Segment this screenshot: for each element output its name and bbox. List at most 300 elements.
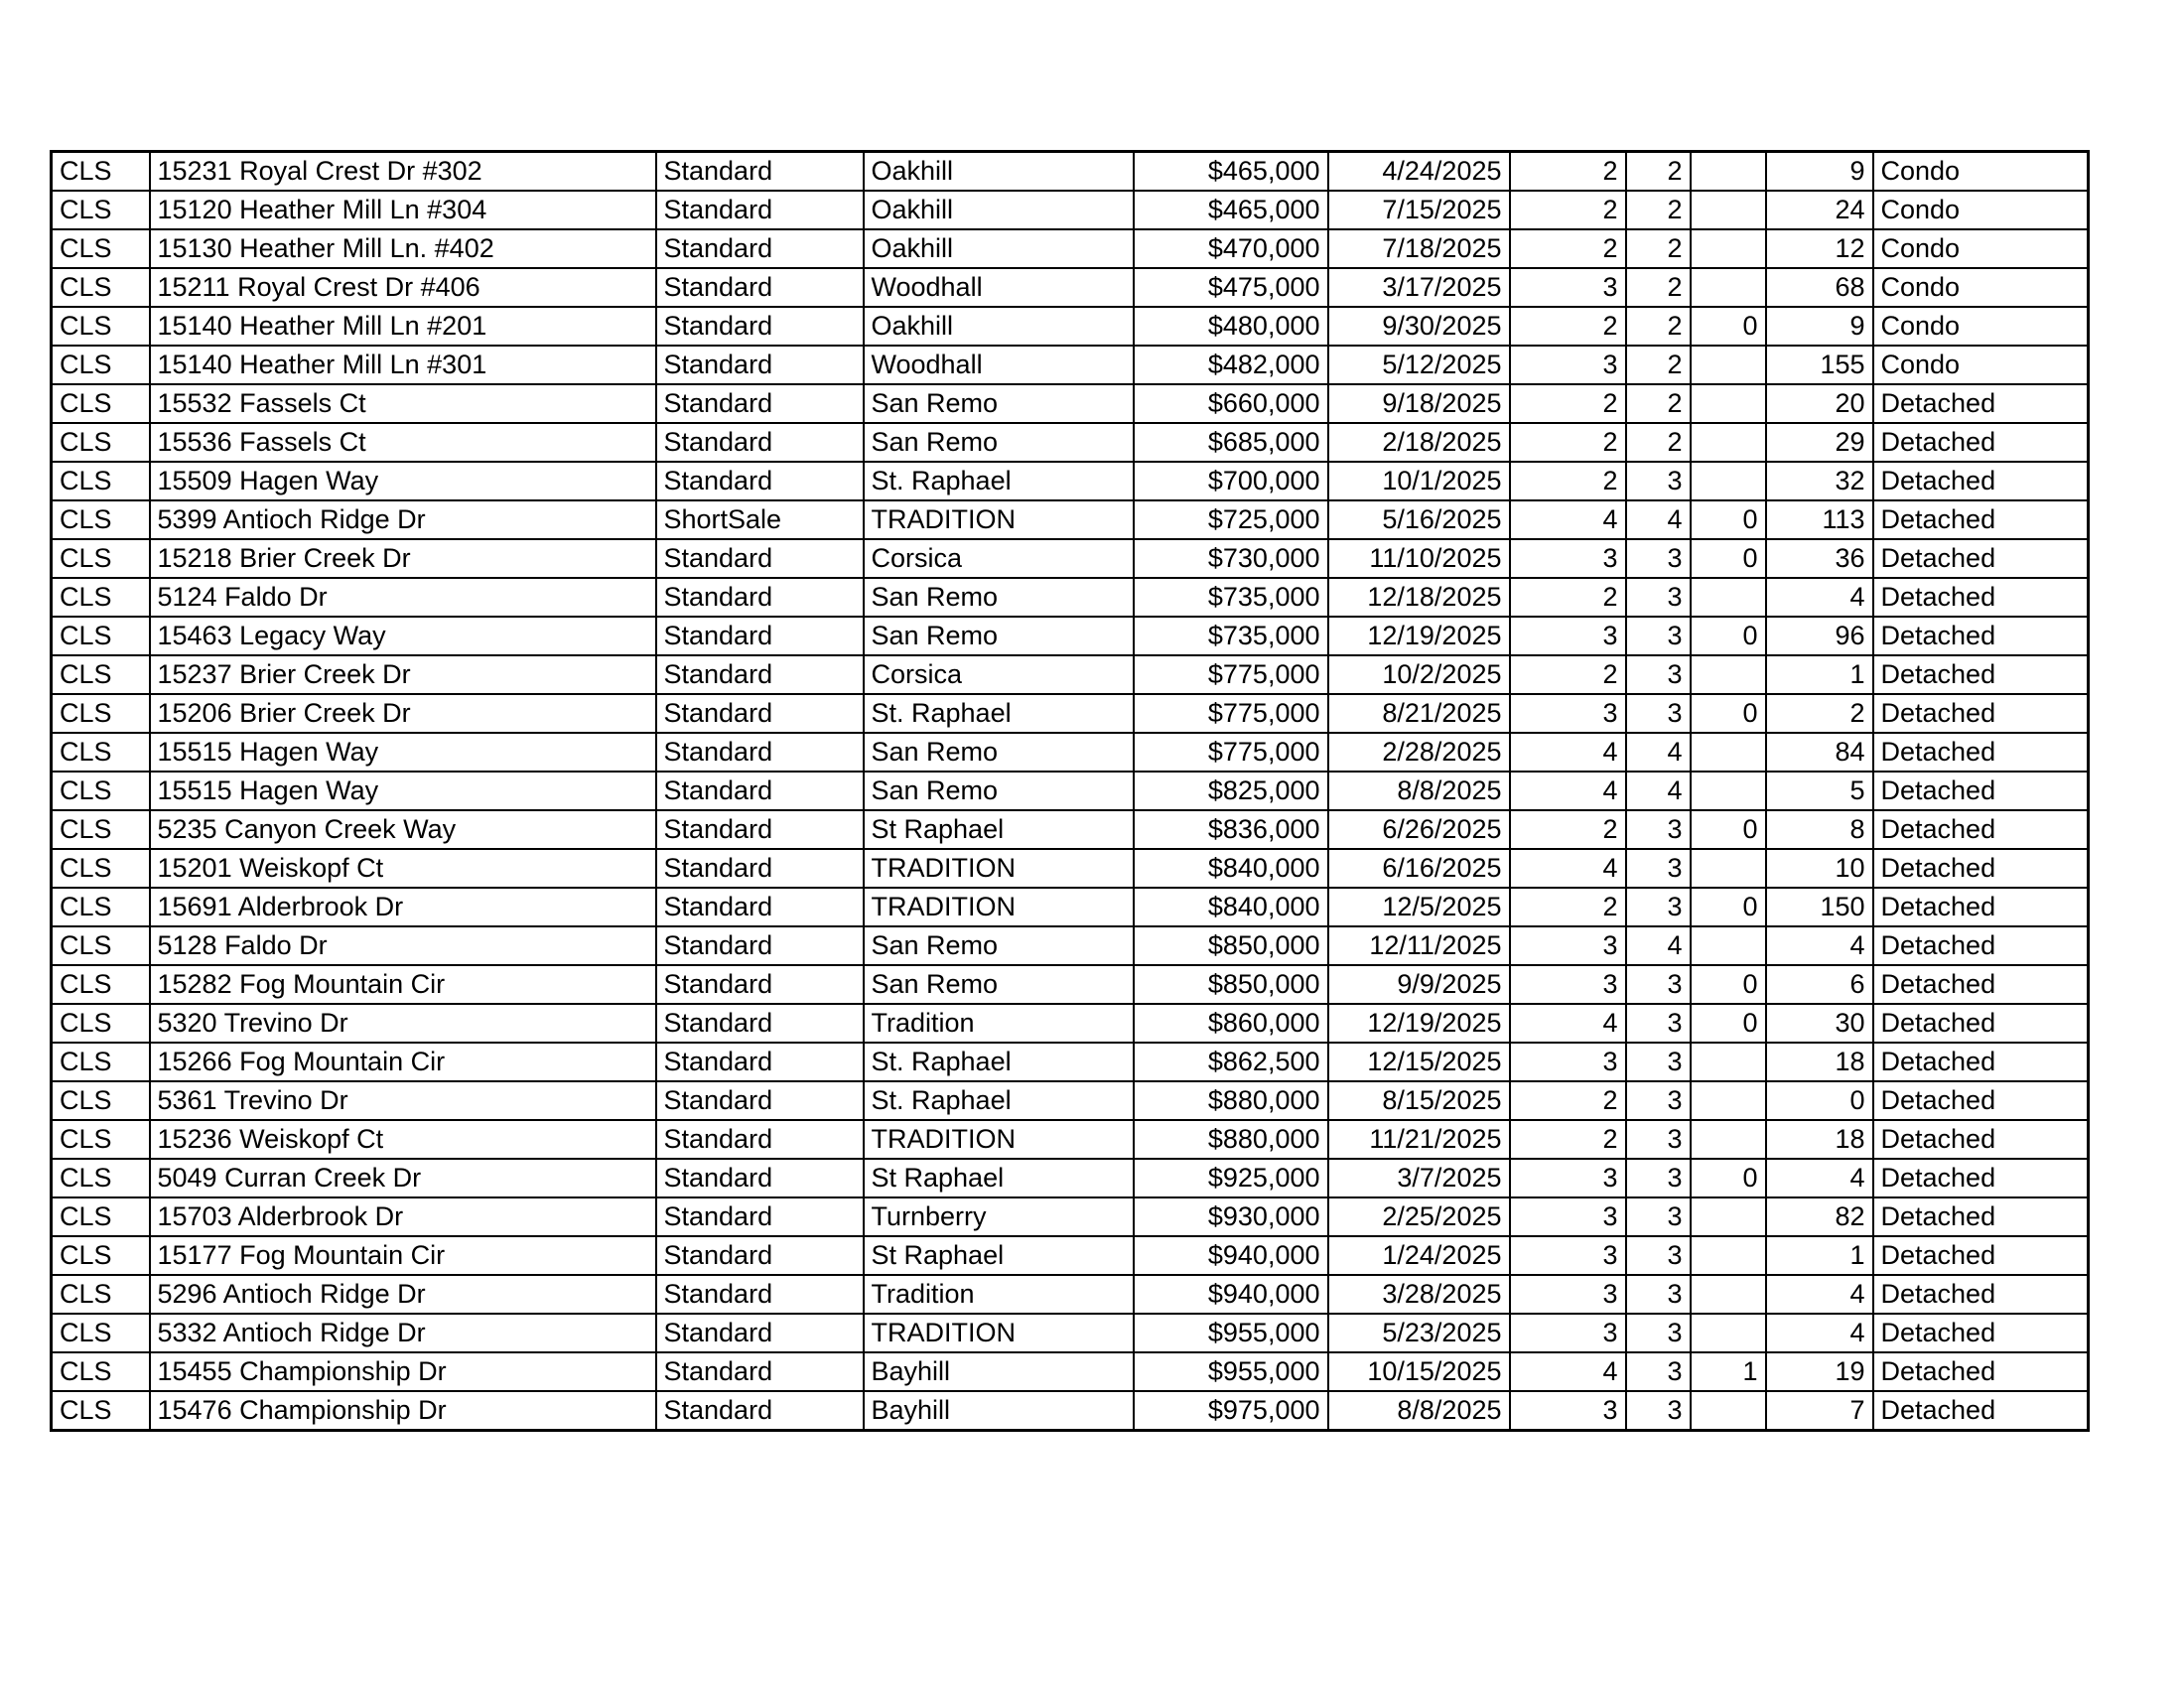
address-cell: 15211 Royal Crest Dr #406 bbox=[150, 268, 656, 307]
price-cell: $840,000 bbox=[1134, 849, 1328, 888]
sale-type-cell: Standard bbox=[656, 1314, 864, 1352]
sale-type-cell: Standard bbox=[656, 152, 864, 192]
property-type-cell: Detached bbox=[1873, 849, 2089, 888]
status-cell: CLS bbox=[52, 965, 150, 1004]
sale-type-cell: Standard bbox=[656, 965, 864, 1004]
days-cell: 4 bbox=[1766, 1159, 1873, 1197]
sale-type-cell: Standard bbox=[656, 578, 864, 617]
date-cell: 12/11/2025 bbox=[1328, 926, 1510, 965]
extra-cell: 0 bbox=[1691, 617, 1766, 655]
days-cell: 4 bbox=[1766, 578, 1873, 617]
property-type-cell: Condo bbox=[1873, 229, 2089, 268]
extra-cell bbox=[1691, 229, 1766, 268]
price-cell: $850,000 bbox=[1134, 965, 1328, 1004]
table-row bbox=[52, 1081, 2089, 1120]
price-cell: $465,000 bbox=[1134, 191, 1328, 229]
table-row bbox=[52, 191, 2089, 229]
sale-type-cell: Standard bbox=[656, 733, 864, 772]
subdivision-cell: Oakhill bbox=[864, 229, 1134, 268]
price-cell: $470,000 bbox=[1134, 229, 1328, 268]
property-type-cell: Detached bbox=[1873, 1159, 2089, 1197]
property-type-cell: Detached bbox=[1873, 384, 2089, 423]
table-row bbox=[52, 1236, 2089, 1275]
baths-cell: 3 bbox=[1626, 1352, 1691, 1391]
address-cell: 15515 Hagen Way bbox=[150, 772, 656, 810]
status-cell: CLS bbox=[52, 1004, 150, 1043]
price-cell: $465,000 bbox=[1134, 152, 1328, 192]
property-type-cell: Detached bbox=[1873, 423, 2089, 462]
address-cell: 15130 Heather Mill Ln. #402 bbox=[150, 229, 656, 268]
status-cell: CLS bbox=[52, 229, 150, 268]
price-cell: $482,000 bbox=[1134, 346, 1328, 384]
table-row bbox=[52, 152, 2089, 192]
status-cell: CLS bbox=[52, 1197, 150, 1236]
sale-type-cell: Standard bbox=[656, 462, 864, 500]
baths-cell: 3 bbox=[1626, 1120, 1691, 1159]
status-cell: CLS bbox=[52, 1081, 150, 1120]
days-cell: 18 bbox=[1766, 1120, 1873, 1159]
price-cell: $975,000 bbox=[1134, 1391, 1328, 1431]
baths-cell: 2 bbox=[1626, 384, 1691, 423]
days-cell: 113 bbox=[1766, 500, 1873, 539]
beds-cell: 3 bbox=[1510, 1197, 1626, 1236]
table-row bbox=[52, 462, 2089, 500]
date-cell: 9/9/2025 bbox=[1328, 965, 1510, 1004]
extra-cell bbox=[1691, 191, 1766, 229]
date-cell: 2/28/2025 bbox=[1328, 733, 1510, 772]
extra-cell bbox=[1691, 1314, 1766, 1352]
extra-cell bbox=[1691, 423, 1766, 462]
table-row bbox=[52, 733, 2089, 772]
days-cell: 9 bbox=[1766, 152, 1873, 192]
beds-cell: 3 bbox=[1510, 1314, 1626, 1352]
days-cell: 1 bbox=[1766, 655, 1873, 694]
table-row bbox=[52, 1043, 2089, 1081]
beds-cell: 2 bbox=[1510, 307, 1626, 346]
subdivision-cell: Tradition bbox=[864, 1275, 1134, 1314]
baths-cell: 3 bbox=[1626, 1081, 1691, 1120]
price-cell: $955,000 bbox=[1134, 1352, 1328, 1391]
table-row bbox=[52, 500, 2089, 539]
baths-cell: 3 bbox=[1626, 810, 1691, 849]
address-cell: 5049 Curran Creek Dr bbox=[150, 1159, 656, 1197]
date-cell: 2/25/2025 bbox=[1328, 1197, 1510, 1236]
address-cell: 15120 Heather Mill Ln #304 bbox=[150, 191, 656, 229]
extra-cell bbox=[1691, 849, 1766, 888]
extra-cell: 0 bbox=[1691, 888, 1766, 926]
subdivision-cell: St Raphael bbox=[864, 1159, 1134, 1197]
address-cell: 15206 Brier Creek Dr bbox=[150, 694, 656, 733]
days-cell: 0 bbox=[1766, 1081, 1873, 1120]
property-type-cell: Condo bbox=[1873, 307, 2089, 346]
date-cell: 10/2/2025 bbox=[1328, 655, 1510, 694]
property-type-cell: Detached bbox=[1873, 1043, 2089, 1081]
sale-type-cell: Standard bbox=[656, 1236, 864, 1275]
address-cell: 15140 Heather Mill Ln #201 bbox=[150, 307, 656, 346]
table-row bbox=[52, 1120, 2089, 1159]
status-cell: CLS bbox=[52, 578, 150, 617]
date-cell: 9/30/2025 bbox=[1328, 307, 1510, 346]
baths-cell: 3 bbox=[1626, 1391, 1691, 1431]
beds-cell: 3 bbox=[1510, 926, 1626, 965]
beds-cell: 4 bbox=[1510, 500, 1626, 539]
price-cell: $850,000 bbox=[1134, 926, 1328, 965]
extra-cell bbox=[1691, 152, 1766, 192]
extra-cell: 0 bbox=[1691, 539, 1766, 578]
price-cell: $840,000 bbox=[1134, 888, 1328, 926]
baths-cell: 3 bbox=[1626, 849, 1691, 888]
days-cell: 1 bbox=[1766, 1236, 1873, 1275]
extra-cell bbox=[1691, 772, 1766, 810]
status-cell: CLS bbox=[52, 346, 150, 384]
days-cell: 30 bbox=[1766, 1004, 1873, 1043]
beds-cell: 4 bbox=[1510, 1004, 1626, 1043]
price-cell: $775,000 bbox=[1134, 694, 1328, 733]
days-cell: 4 bbox=[1766, 926, 1873, 965]
table-row bbox=[52, 617, 2089, 655]
address-cell: 5399 Antioch Ridge Dr bbox=[150, 500, 656, 539]
address-cell: 15691 Alderbrook Dr bbox=[150, 888, 656, 926]
date-cell: 4/24/2025 bbox=[1328, 152, 1510, 192]
status-cell: CLS bbox=[52, 1159, 150, 1197]
baths-cell: 3 bbox=[1626, 655, 1691, 694]
subdivision-cell: TRADITION bbox=[864, 1120, 1134, 1159]
days-cell: 150 bbox=[1766, 888, 1873, 926]
days-cell: 12 bbox=[1766, 229, 1873, 268]
sale-type-cell: Standard bbox=[656, 1081, 864, 1120]
baths-cell: 3 bbox=[1626, 694, 1691, 733]
property-type-cell: Detached bbox=[1873, 733, 2089, 772]
price-cell: $480,000 bbox=[1134, 307, 1328, 346]
subdivision-cell: Tradition bbox=[864, 1004, 1134, 1043]
table-row bbox=[52, 384, 2089, 423]
baths-cell: 3 bbox=[1626, 1314, 1691, 1352]
baths-cell: 3 bbox=[1626, 1004, 1691, 1043]
baths-cell: 4 bbox=[1626, 772, 1691, 810]
sale-type-cell: Standard bbox=[656, 539, 864, 578]
address-cell: 5296 Antioch Ridge Dr bbox=[150, 1275, 656, 1314]
baths-cell: 3 bbox=[1626, 1197, 1691, 1236]
date-cell: 10/1/2025 bbox=[1328, 462, 1510, 500]
subdivision-cell: Woodhall bbox=[864, 346, 1134, 384]
beds-cell: 3 bbox=[1510, 346, 1626, 384]
sale-type-cell: Standard bbox=[656, 1120, 864, 1159]
subdivision-cell: San Remo bbox=[864, 423, 1134, 462]
address-cell: 15455 Championship Dr bbox=[150, 1352, 656, 1391]
table-row bbox=[52, 655, 2089, 694]
status-cell: CLS bbox=[52, 1043, 150, 1081]
extra-cell: 0 bbox=[1691, 307, 1766, 346]
extra-cell: 0 bbox=[1691, 500, 1766, 539]
address-cell: 15536 Fassels Ct bbox=[150, 423, 656, 462]
days-cell: 19 bbox=[1766, 1352, 1873, 1391]
beds-cell: 2 bbox=[1510, 462, 1626, 500]
sale-type-cell: Standard bbox=[656, 772, 864, 810]
sale-type-cell: Standard bbox=[656, 849, 864, 888]
table-row bbox=[52, 578, 2089, 617]
property-type-cell: Detached bbox=[1873, 1197, 2089, 1236]
sale-type-cell: Standard bbox=[656, 268, 864, 307]
beds-cell: 3 bbox=[1510, 694, 1626, 733]
property-type-cell: Detached bbox=[1873, 810, 2089, 849]
address-cell: 15703 Alderbrook Dr bbox=[150, 1197, 656, 1236]
property-type-cell: Condo bbox=[1873, 191, 2089, 229]
table-row bbox=[52, 1314, 2089, 1352]
extra-cell bbox=[1691, 733, 1766, 772]
table-row bbox=[52, 1352, 2089, 1391]
baths-cell: 3 bbox=[1626, 539, 1691, 578]
status-cell: CLS bbox=[52, 888, 150, 926]
extra-cell: 0 bbox=[1691, 1004, 1766, 1043]
days-cell: 36 bbox=[1766, 539, 1873, 578]
beds-cell: 3 bbox=[1510, 617, 1626, 655]
date-cell: 5/16/2025 bbox=[1328, 500, 1510, 539]
status-cell: CLS bbox=[52, 384, 150, 423]
price-cell: $775,000 bbox=[1134, 733, 1328, 772]
beds-cell: 2 bbox=[1510, 1081, 1626, 1120]
date-cell: 12/15/2025 bbox=[1328, 1043, 1510, 1081]
price-cell: $940,000 bbox=[1134, 1275, 1328, 1314]
subdivision-cell: San Remo bbox=[864, 772, 1134, 810]
days-cell: 6 bbox=[1766, 965, 1873, 1004]
days-cell: 20 bbox=[1766, 384, 1873, 423]
sale-type-cell: Standard bbox=[656, 655, 864, 694]
price-cell: $880,000 bbox=[1134, 1120, 1328, 1159]
price-cell: $860,000 bbox=[1134, 1004, 1328, 1043]
date-cell: 12/18/2025 bbox=[1328, 578, 1510, 617]
date-cell: 8/8/2025 bbox=[1328, 1391, 1510, 1431]
status-cell: CLS bbox=[52, 1352, 150, 1391]
subdivision-cell: St. Raphael bbox=[864, 1043, 1134, 1081]
status-cell: CLS bbox=[52, 772, 150, 810]
sale-type-cell: Standard bbox=[656, 1043, 864, 1081]
address-cell: 15237 Brier Creek Dr bbox=[150, 655, 656, 694]
status-cell: CLS bbox=[52, 307, 150, 346]
price-cell: $725,000 bbox=[1134, 500, 1328, 539]
property-type-cell: Detached bbox=[1873, 926, 2089, 965]
beds-cell: 2 bbox=[1510, 655, 1626, 694]
baths-cell: 3 bbox=[1626, 1275, 1691, 1314]
property-type-cell: Detached bbox=[1873, 578, 2089, 617]
subdivision-cell: TRADITION bbox=[864, 888, 1134, 926]
status-cell: CLS bbox=[52, 191, 150, 229]
date-cell: 8/8/2025 bbox=[1328, 772, 1510, 810]
table-row bbox=[52, 307, 2089, 346]
address-cell: 15282 Fog Mountain Cir bbox=[150, 965, 656, 1004]
date-cell: 11/10/2025 bbox=[1328, 539, 1510, 578]
price-cell: $475,000 bbox=[1134, 268, 1328, 307]
price-cell: $836,000 bbox=[1134, 810, 1328, 849]
price-cell: $735,000 bbox=[1134, 578, 1328, 617]
sale-type-cell: Standard bbox=[656, 1197, 864, 1236]
property-type-cell: Detached bbox=[1873, 655, 2089, 694]
days-cell: 8 bbox=[1766, 810, 1873, 849]
price-cell: $660,000 bbox=[1134, 384, 1328, 423]
address-cell: 15218 Brier Creek Dr bbox=[150, 539, 656, 578]
subdivision-cell: San Remo bbox=[864, 926, 1134, 965]
sale-type-cell: Standard bbox=[656, 888, 864, 926]
property-type-cell: Condo bbox=[1873, 346, 2089, 384]
price-cell: $685,000 bbox=[1134, 423, 1328, 462]
status-cell: CLS bbox=[52, 268, 150, 307]
sale-type-cell: Standard bbox=[656, 384, 864, 423]
property-type-cell: Detached bbox=[1873, 617, 2089, 655]
property-type-cell: Detached bbox=[1873, 1352, 2089, 1391]
subdivision-cell: San Remo bbox=[864, 965, 1134, 1004]
sale-type-cell: Standard bbox=[656, 191, 864, 229]
table-row bbox=[52, 229, 2089, 268]
date-cell: 12/5/2025 bbox=[1328, 888, 1510, 926]
extra-cell: 1 bbox=[1691, 1352, 1766, 1391]
extra-cell: 0 bbox=[1691, 810, 1766, 849]
baths-cell: 2 bbox=[1626, 152, 1691, 192]
price-cell: $930,000 bbox=[1134, 1197, 1328, 1236]
status-cell: CLS bbox=[52, 810, 150, 849]
subdivision-cell: St. Raphael bbox=[864, 694, 1134, 733]
beds-cell: 4 bbox=[1510, 733, 1626, 772]
table-row bbox=[52, 423, 2089, 462]
date-cell: 12/19/2025 bbox=[1328, 1004, 1510, 1043]
extra-cell bbox=[1691, 655, 1766, 694]
sale-type-cell: Standard bbox=[656, 617, 864, 655]
property-type-cell: Detached bbox=[1873, 1275, 2089, 1314]
property-type-cell: Detached bbox=[1873, 772, 2089, 810]
status-cell: CLS bbox=[52, 694, 150, 733]
price-cell: $775,000 bbox=[1134, 655, 1328, 694]
subdivision-cell: St Raphael bbox=[864, 1236, 1134, 1275]
subdivision-cell: Turnberry bbox=[864, 1197, 1134, 1236]
address-cell: 15509 Hagen Way bbox=[150, 462, 656, 500]
date-cell: 5/12/2025 bbox=[1328, 346, 1510, 384]
property-type-cell: Detached bbox=[1873, 539, 2089, 578]
extra-cell bbox=[1691, 926, 1766, 965]
beds-cell: 3 bbox=[1510, 1159, 1626, 1197]
baths-cell: 2 bbox=[1626, 229, 1691, 268]
days-cell: 24 bbox=[1766, 191, 1873, 229]
status-cell: CLS bbox=[52, 423, 150, 462]
subdivision-cell: St. Raphael bbox=[864, 1081, 1134, 1120]
extra-cell bbox=[1691, 1043, 1766, 1081]
property-type-cell: Detached bbox=[1873, 1391, 2089, 1431]
baths-cell: 3 bbox=[1626, 617, 1691, 655]
extra-cell bbox=[1691, 1236, 1766, 1275]
sale-type-cell: Standard bbox=[656, 810, 864, 849]
beds-cell: 2 bbox=[1510, 423, 1626, 462]
subdivision-cell: TRADITION bbox=[864, 500, 1134, 539]
baths-cell: 2 bbox=[1626, 191, 1691, 229]
address-cell: 5124 Faldo Dr bbox=[150, 578, 656, 617]
property-type-cell: Detached bbox=[1873, 1081, 2089, 1120]
date-cell: 8/15/2025 bbox=[1328, 1081, 1510, 1120]
property-type-cell: Detached bbox=[1873, 965, 2089, 1004]
sale-type-cell: Standard bbox=[656, 926, 864, 965]
beds-cell: 3 bbox=[1510, 539, 1626, 578]
address-cell: 15266 Fog Mountain Cir bbox=[150, 1043, 656, 1081]
subdivision-cell: Oakhill bbox=[864, 307, 1134, 346]
table-row bbox=[52, 810, 2089, 849]
subdivision-cell: Oakhill bbox=[864, 191, 1134, 229]
days-cell: 2 bbox=[1766, 694, 1873, 733]
subdivision-cell: Woodhall bbox=[864, 268, 1134, 307]
table-row bbox=[52, 1197, 2089, 1236]
address-cell: 15177 Fog Mountain Cir bbox=[150, 1236, 656, 1275]
beds-cell: 2 bbox=[1510, 578, 1626, 617]
baths-cell: 2 bbox=[1626, 423, 1691, 462]
subdivision-cell: San Remo bbox=[864, 617, 1134, 655]
address-cell: 15236 Weiskopf Ct bbox=[150, 1120, 656, 1159]
property-type-cell: Detached bbox=[1873, 1004, 2089, 1043]
address-cell: 5320 Trevino Dr bbox=[150, 1004, 656, 1043]
baths-cell: 3 bbox=[1626, 1236, 1691, 1275]
extra-cell bbox=[1691, 384, 1766, 423]
beds-cell: 2 bbox=[1510, 191, 1626, 229]
listings-table-body bbox=[52, 152, 2089, 1431]
property-type-cell: Detached bbox=[1873, 462, 2089, 500]
days-cell: 29 bbox=[1766, 423, 1873, 462]
table-row bbox=[52, 694, 2089, 733]
baths-cell: 4 bbox=[1626, 926, 1691, 965]
subdivision-cell: San Remo bbox=[864, 578, 1134, 617]
days-cell: 68 bbox=[1766, 268, 1873, 307]
price-cell: $730,000 bbox=[1134, 539, 1328, 578]
property-type-cell: Detached bbox=[1873, 1314, 2089, 1352]
status-cell: CLS bbox=[52, 1391, 150, 1431]
date-cell: 2/18/2025 bbox=[1328, 423, 1510, 462]
sale-type-cell: Standard bbox=[656, 229, 864, 268]
beds-cell: 3 bbox=[1510, 965, 1626, 1004]
subdivision-cell: Oakhill bbox=[864, 152, 1134, 192]
extra-cell bbox=[1691, 1391, 1766, 1431]
address-cell: 15201 Weiskopf Ct bbox=[150, 849, 656, 888]
beds-cell: 2 bbox=[1510, 384, 1626, 423]
days-cell: 155 bbox=[1766, 346, 1873, 384]
table-row bbox=[52, 346, 2089, 384]
beds-cell: 3 bbox=[1510, 1236, 1626, 1275]
table-row bbox=[52, 926, 2089, 965]
status-cell: CLS bbox=[52, 539, 150, 578]
status-cell: CLS bbox=[52, 500, 150, 539]
days-cell: 96 bbox=[1766, 617, 1873, 655]
subdivision-cell: San Remo bbox=[864, 384, 1134, 423]
address-cell: 5332 Antioch Ridge Dr bbox=[150, 1314, 656, 1352]
table-row bbox=[52, 1391, 2089, 1431]
address-cell: 15463 Legacy Way bbox=[150, 617, 656, 655]
address-cell: 15231 Royal Crest Dr #302 bbox=[150, 152, 656, 192]
extra-cell bbox=[1691, 578, 1766, 617]
sale-type-cell: Standard bbox=[656, 307, 864, 346]
date-cell: 3/28/2025 bbox=[1328, 1275, 1510, 1314]
extra-cell bbox=[1691, 268, 1766, 307]
sale-type-cell: Standard bbox=[656, 1391, 864, 1431]
baths-cell: 2 bbox=[1626, 346, 1691, 384]
subdivision-cell: Bayhill bbox=[864, 1391, 1134, 1431]
baths-cell: 3 bbox=[1626, 1043, 1691, 1081]
property-type-cell: Detached bbox=[1873, 888, 2089, 926]
subdivision-cell: Corsica bbox=[864, 539, 1134, 578]
days-cell: 7 bbox=[1766, 1391, 1873, 1431]
subdivision-cell: TRADITION bbox=[864, 1314, 1134, 1352]
baths-cell: 3 bbox=[1626, 462, 1691, 500]
beds-cell: 3 bbox=[1510, 1275, 1626, 1314]
subdivision-cell: St Raphael bbox=[864, 810, 1134, 849]
listings-table bbox=[50, 150, 2090, 1432]
date-cell: 6/26/2025 bbox=[1328, 810, 1510, 849]
price-cell: $735,000 bbox=[1134, 617, 1328, 655]
days-cell: 84 bbox=[1766, 733, 1873, 772]
sale-type-cell: Standard bbox=[656, 694, 864, 733]
date-cell: 11/21/2025 bbox=[1328, 1120, 1510, 1159]
extra-cell: 0 bbox=[1691, 965, 1766, 1004]
